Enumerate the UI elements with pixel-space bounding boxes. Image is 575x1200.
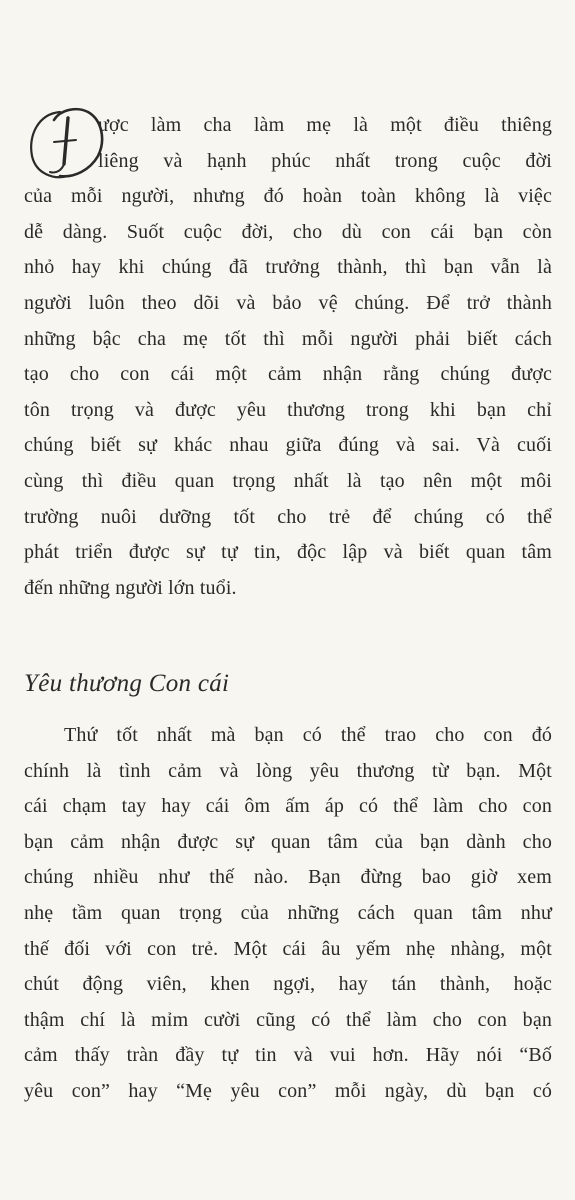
- text-line: dễ dàng. Suốt cuộc đời, cho dù con cái bạn còn: [24, 220, 552, 243]
- text-line: phát triển được sự tự tin, độc lập và biết quan tâm: [24, 541, 552, 564]
- text-line: những bậc cha mẹ tốt thì mỗi người phải biết cách: [24, 327, 552, 350]
- text-line: chúng nhiều như thế nào. Bạn đừng bao giờ xem: [24, 866, 552, 889]
- intro-paragraph: [24, 108, 552, 606]
- text-line: thậm chí là mỉm cười cũng có thể làm cho con bạn: [24, 1008, 552, 1031]
- text-line: nhẹ tầm quan trọng của những cách quan tâm như: [24, 901, 552, 924]
- text-line: chính là tình cảm và lòng yêu thương từ bạn. Một: [24, 759, 552, 782]
- text-line: tôn trọng và được yêu thương trong khi bạn chỉ: [24, 398, 552, 421]
- text-line: cùng thì điều quan trọng nhất là tạo nên một môi: [24, 469, 552, 492]
- text-line: Thứ tốt nhất mà bạn có thể trao cho con đó: [64, 724, 552, 746]
- text-line: cái chạm tay hay cái ôm ấm áp có thể làm cho con: [24, 795, 552, 818]
- section-paragraph: [24, 718, 552, 1110]
- text-line: người luôn theo dõi và bảo vệ chúng. Để trở thành: [24, 291, 552, 314]
- text-line: cảm thấy tràn đầy tự tin và vui hơn. Hãy nói “Bố: [24, 1044, 552, 1067]
- section-heading: Yêu thương Con cái: [24, 670, 230, 697]
- text-line: tạo cho con cái một cảm nhận rằng chúng được: [24, 363, 552, 386]
- text-line: bạn cảm nhận được sự quan tâm của bạn dành cho: [24, 830, 552, 853]
- text-line: ược làm cha làm mẹ là một điều thiêng: [98, 114, 552, 136]
- text-line: của mỗi người, nhưng đó hoàn toàn không là việc: [24, 185, 552, 208]
- text-line: thế đối với con trẻ. Một cái âu yếm nhẹ nhàng, một: [24, 937, 552, 960]
- text-line: chúng biết sự khác nhau giữa đúng và sai. Và cuối: [24, 434, 552, 457]
- text-line: chút động viên, khen ngợi, hay tán thành, hoặc: [24, 973, 552, 996]
- text-line: liêng và hạnh phúc nhất trong cuộc đời: [98, 149, 552, 172]
- text-line: nhỏ hay khi chúng đã trưởng thành, thì bạn vẫn là: [24, 256, 552, 279]
- text-line: yêu con” hay “Mẹ yêu con” mỗi ngày, dù bạn có: [24, 1079, 552, 1102]
- text-line: trường nuôi dưỡng tốt cho trẻ để chúng có thể: [24, 505, 552, 528]
- text-line: đến những người lớn tuổi.: [24, 576, 237, 599]
